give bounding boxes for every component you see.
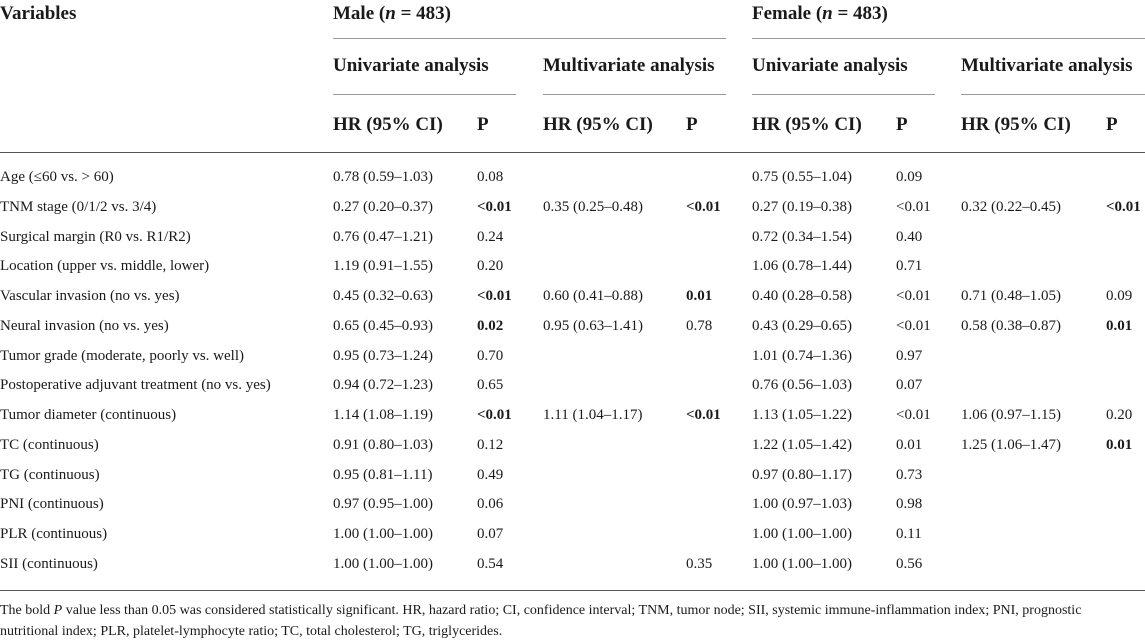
cell-f-multi-hr: 1.25 (1.06–1.47) — [961, 437, 1061, 453]
cell-f-uni-p: 0.97 — [896, 348, 923, 364]
cell-m-uni-p: <0.01 — [477, 407, 512, 423]
cell-f-uni-p: 0.56 — [896, 556, 923, 572]
cell-var: PNI (continuous) — [0, 496, 104, 512]
female-multi-p-header: P — [1106, 114, 1118, 135]
male-multi-hr-header: HR (95% CI) — [543, 114, 653, 135]
cell-f-uni-p: <0.01 — [896, 199, 931, 215]
cell-f-uni-p: 0.07 — [896, 377, 923, 393]
cell-m-uni-hr: 0.97 (0.95–1.00) — [333, 496, 433, 512]
footnote-post: value less than 0.05 was considered statistically significant. HR, hazard ratio; CI, confidence interval; TNM, tumor node; SII, systemic immune-inflammation index; PNI, prognostic nutritional index; PLR, platelet-lymphocyte ratio; TC, total cholesterol; TG, triglycerides. — [0, 603, 1082, 639]
cell-m-uni-hr: 0.27 (0.20–0.37) — [333, 199, 433, 215]
cell-m-uni-hr: 0.95 (0.81–1.11) — [333, 467, 433, 483]
cell-f-uni-p: 0.73 — [896, 467, 923, 483]
cell-m-uni-p: 0.54 — [477, 556, 504, 572]
female-label: Female ( — [752, 3, 823, 24]
cell-m-uni-hr: 1.00 (1.00–1.00) — [333, 556, 433, 572]
cell-m-multi-p: 0.01 — [686, 288, 713, 304]
cell-m-uni-p: 0.07 — [477, 526, 504, 542]
footnote-pre: The bold — [0, 603, 54, 618]
cell-var: Vascular invasion (no vs. yes) — [0, 288, 180, 304]
male-label: Male ( — [333, 3, 386, 24]
header-variables: Variables — [0, 3, 77, 24]
cell-m-uni-p: 0.20 — [477, 258, 504, 274]
cell-m-uni-hr: 0.45 (0.32–0.63) — [333, 288, 433, 304]
cell-f-uni-hr: 1.22 (1.05–1.42) — [752, 437, 852, 453]
female-uni-hr-header: HR (95% CI) — [752, 114, 862, 135]
cell-f-multi-hr: 0.71 (0.48–1.05) — [961, 288, 1061, 304]
cell-m-multi-hr: 0.60 (0.41–0.88) — [543, 288, 643, 304]
female-n-var: n — [822, 3, 833, 24]
cell-m-uni-p: 0.12 — [477, 437, 504, 453]
cell-f-multi-p: 0.01 — [1106, 437, 1133, 453]
cell-var: Location (upper vs. middle, lower) — [0, 258, 210, 274]
cell-m-uni-p: <0.01 — [477, 199, 512, 215]
female-uni-p-header: P — [896, 114, 908, 135]
cell-var: Tumor diameter (continuous) — [0, 407, 177, 423]
cell-f-multi-p: 0.01 — [1106, 318, 1133, 334]
cell-m-uni-p: 0.70 — [477, 348, 504, 364]
cell-m-uni-hr: 0.91 (0.80–1.03) — [333, 437, 433, 453]
male-group-rule — [333, 38, 726, 39]
cell-f-uni-hr: 0.75 (0.55–1.04) — [752, 169, 852, 185]
cell-f-uni-p: <0.01 — [896, 318, 931, 334]
female-univariate-header: Univariate analysis — [752, 55, 908, 76]
male-n-var: n — [385, 3, 396, 24]
cell-var: Surgical margin (R0 vs. R1/R2) — [0, 229, 191, 245]
cell-m-uni-p: 0.65 — [477, 377, 504, 393]
cell-m-uni-hr: 1.19 (0.91–1.55) — [333, 258, 433, 274]
cell-m-uni-p: 0.02 — [477, 318, 504, 334]
female-n-val: = 483) — [832, 3, 888, 24]
male-uni-p-header: P — [477, 114, 489, 135]
cell-f-multi-hr: 0.58 (0.38–0.87) — [961, 318, 1061, 334]
cell-m-uni-hr: 0.76 (0.47–1.21) — [333, 229, 433, 245]
male-multi-rule — [543, 94, 726, 95]
male-uni-rule — [333, 94, 516, 95]
cell-m-uni-hr: 1.00 (1.00–1.00) — [333, 526, 433, 542]
cell-f-uni-hr: 1.00 (0.97–1.03) — [752, 496, 852, 512]
table-footnote — [0, 600, 1140, 642]
cell-f-uni-hr: 0.40 (0.28–0.58) — [752, 288, 852, 304]
cell-f-uni-p: 0.40 — [896, 229, 923, 245]
cell-m-uni-hr: 0.95 (0.73–1.24) — [333, 348, 433, 364]
footnote-p-var: P — [53, 603, 63, 618]
cell-var: SII (continuous) — [0, 556, 98, 572]
cell-m-multi-p: <0.01 — [686, 199, 721, 215]
cell-m-uni-p: 0.24 — [477, 229, 504, 245]
cell-f-uni-p: <0.01 — [896, 288, 931, 304]
cell-m-uni-p: <0.01 — [477, 288, 512, 304]
cell-f-uni-hr: 1.06 (0.78–1.44) — [752, 258, 852, 274]
cell-m-uni-hr: 1.14 (1.08–1.19) — [333, 407, 433, 423]
cell-f-uni-p: 0.98 — [896, 496, 923, 512]
cell-var: PLR (continuous) — [0, 526, 108, 542]
cell-var: Postoperative adjuvant treatment (no vs. yes) — [0, 377, 271, 393]
table-bottom-rule — [0, 590, 1145, 591]
cell-f-uni-hr: 0.72 (0.34–1.54) — [752, 229, 852, 245]
cell-m-multi-p: <0.01 — [686, 407, 721, 423]
cell-m-uni-hr: 0.78 (0.59–1.03) — [333, 169, 433, 185]
cell-var: Tumor grade (moderate, poorly vs. well) — [0, 348, 244, 364]
cell-m-multi-hr: 0.95 (0.63–1.41) — [543, 318, 643, 334]
cell-m-uni-p: 0.49 — [477, 467, 504, 483]
female-uni-rule — [752, 94, 935, 95]
cell-m-multi-p: 0.35 — [686, 556, 713, 572]
cell-m-uni-p: 0.06 — [477, 496, 504, 512]
cell-f-uni-hr: 0.76 (0.56–1.03) — [752, 377, 852, 393]
male-univariate-header: Univariate analysis — [333, 55, 489, 76]
female-multi-rule — [961, 94, 1145, 95]
header-female — [752, 3, 888, 25]
male-n-val: = 483) — [395, 3, 451, 24]
cell-f-uni-hr: 1.00 (1.00–1.00) — [752, 556, 852, 572]
header-bottom-rule — [0, 152, 1145, 153]
male-uni-hr-header: HR (95% CI) — [333, 114, 443, 135]
cell-f-multi-p: 0.20 — [1106, 407, 1133, 423]
cell-f-multi-hr: 1.06 (0.97–1.15) — [961, 407, 1061, 423]
cell-f-uni-hr: 0.27 (0.19–0.38) — [752, 199, 852, 215]
cell-f-multi-hr: 0.32 (0.22–0.45) — [961, 199, 1061, 215]
cell-f-uni-p: 0.01 — [896, 437, 923, 453]
cell-m-uni-hr: 0.94 (0.72–1.23) — [333, 377, 433, 393]
cell-var: TNM stage (0/1/2 vs. 3/4) — [0, 199, 157, 215]
cell-f-uni-p: 0.09 — [896, 169, 923, 185]
female-multivariate-header: Multivariate analysis — [961, 55, 1133, 76]
male-multivariate-header: Multivariate analysis — [543, 55, 715, 76]
cell-f-multi-p: 0.09 — [1106, 288, 1133, 304]
cell-f-uni-hr: 0.43 (0.29–0.65) — [752, 318, 852, 334]
cell-var: TC (continuous) — [0, 437, 99, 453]
cell-m-multi-p: 0.78 — [686, 318, 713, 334]
cell-var: TG (continuous) — [0, 467, 100, 483]
cell-m-multi-hr: 0.35 (0.25–0.48) — [543, 199, 643, 215]
cell-f-uni-p: 0.71 — [896, 258, 923, 274]
female-multi-hr-header: HR (95% CI) — [961, 114, 1071, 135]
cell-f-uni-p: <0.01 — [896, 407, 931, 423]
cell-f-uni-p: 0.11 — [896, 526, 922, 542]
cell-m-multi-hr: 1.11 (1.04–1.17) — [543, 407, 643, 423]
cell-f-uni-hr: 0.97 (0.80–1.17) — [752, 467, 852, 483]
male-multi-p-header: P — [686, 114, 698, 135]
cell-f-uni-hr: 1.13 (1.05–1.22) — [752, 407, 852, 423]
cell-m-uni-p: 0.08 — [477, 169, 504, 185]
female-group-rule — [752, 38, 1145, 39]
header-male — [333, 3, 451, 25]
cell-var: Neural invasion (no vs. yes) — [0, 318, 169, 334]
cell-f-multi-p: <0.01 — [1106, 199, 1141, 215]
cell-f-uni-hr: 1.00 (1.00–1.00) — [752, 526, 852, 542]
cell-m-uni-hr: 0.65 (0.45–0.93) — [333, 318, 433, 334]
cell-var: Age (≤60 vs. > 60) — [0, 169, 114, 185]
cell-f-uni-hr: 1.01 (0.74–1.36) — [752, 348, 852, 364]
